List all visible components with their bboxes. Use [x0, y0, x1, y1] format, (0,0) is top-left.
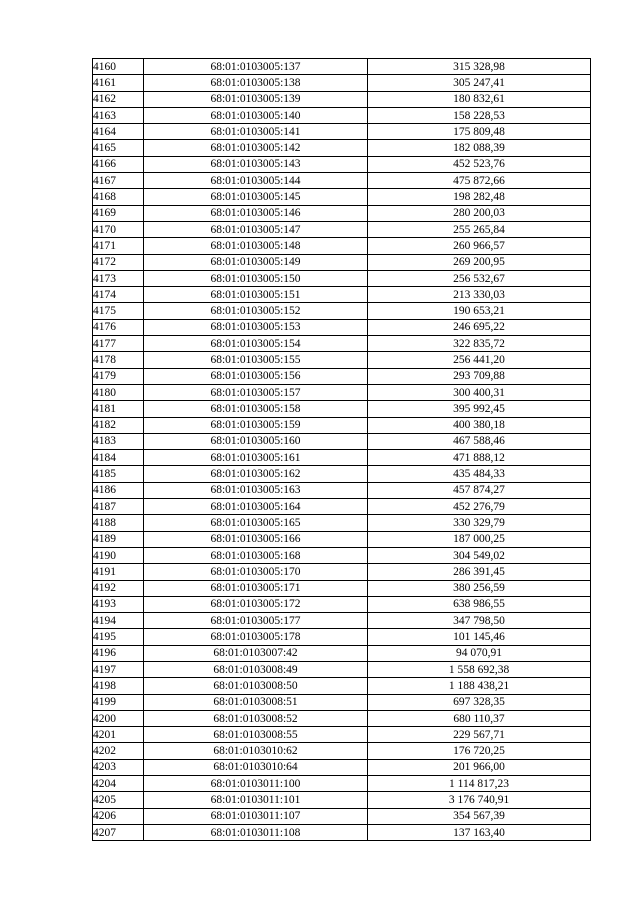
table-row	[93, 629, 591, 645]
row-number-cell: 4192	[93, 580, 144, 596]
cadastral-number-cell: 68:01:0103005:177	[144, 613, 368, 629]
cadastral-number-cell: 68:01:0103005:148	[144, 238, 368, 254]
cadastral-number-cell: 68:01:0103005:171	[144, 580, 368, 596]
table-row	[93, 482, 591, 498]
cadastral-number-cell: 68:01:0103008:50	[144, 678, 368, 694]
row-number-cell: 4206	[93, 808, 144, 824]
table-row	[93, 189, 591, 205]
row-number-cell: 4176	[93, 319, 144, 335]
cadastral-number-cell: 68:01:0103005:150	[144, 270, 368, 286]
table-row	[93, 270, 591, 286]
row-number-cell: 4193	[93, 596, 144, 612]
table-row	[93, 694, 591, 710]
row-number-cell: 4163	[93, 107, 144, 123]
cadastral-number-cell: 68:01:0103010:62	[144, 743, 368, 759]
cadastral-number-cell: 68:01:0103005:172	[144, 596, 368, 612]
row-number-cell: 4160	[93, 59, 144, 75]
cadastral-number-cell: 68:01:0103007:42	[144, 645, 368, 661]
cadastral-number-cell: 68:01:0103005:157	[144, 384, 368, 400]
row-number-cell: 4174	[93, 287, 144, 303]
row-number-cell: 4194	[93, 613, 144, 629]
row-number-cell: 4175	[93, 303, 144, 319]
cadastral-number-cell: 68:01:0103005:139	[144, 91, 368, 107]
cadastral-number-cell: 68:01:0103005:165	[144, 515, 368, 531]
row-number-cell: 4201	[93, 727, 144, 743]
table-row	[93, 596, 591, 612]
cadastral-value-cell: 201 966,00	[368, 759, 591, 775]
table-row	[93, 124, 591, 140]
table-row	[93, 401, 591, 417]
table-row	[93, 743, 591, 759]
cadastral-value-cell: 467 588,46	[368, 433, 591, 449]
cadastral-value-cell: 475 872,66	[368, 173, 591, 189]
cadastral-number-cell: 68:01:0103005:146	[144, 205, 368, 221]
table-row	[93, 515, 591, 531]
row-number-cell: 4202	[93, 743, 144, 759]
row-number-cell: 4169	[93, 205, 144, 221]
cadastral-value-cell: 638 986,55	[368, 596, 591, 612]
cadastral-number-cell: 68:01:0103008:51	[144, 694, 368, 710]
table-row	[93, 319, 591, 335]
row-number-cell: 4170	[93, 221, 144, 237]
cadastral-number-cell: 68:01:0103005:137	[144, 59, 368, 75]
cadastral-number-cell: 68:01:0103005:160	[144, 433, 368, 449]
table-row	[93, 645, 591, 661]
cadastral-value-cell: 315 328,98	[368, 59, 591, 75]
cadastral-value-cell: 680 110,37	[368, 710, 591, 726]
row-number-cell: 4164	[93, 124, 144, 140]
cadastral-number-cell: 68:01:0103005:158	[144, 401, 368, 417]
table-row	[93, 499, 591, 515]
cadastral-number-cell: 68:01:0103008:49	[144, 661, 368, 677]
cadastral-number-cell: 68:01:0103008:55	[144, 727, 368, 743]
cadastral-number-cell: 68:01:0103005:144	[144, 173, 368, 189]
table-row	[93, 140, 591, 156]
row-number-cell: 4200	[93, 710, 144, 726]
cadastral-value-cell: 354 567,39	[368, 808, 591, 824]
row-number-cell: 4189	[93, 531, 144, 547]
cadastral-value-cell: 330 329,79	[368, 515, 591, 531]
cadastral-value-cell: 300 400,31	[368, 384, 591, 400]
cadastral-number-cell: 68:01:0103005:170	[144, 564, 368, 580]
cadastral-value-cell: 322 835,72	[368, 336, 591, 352]
cadastral-value-cell: 246 695,22	[368, 319, 591, 335]
row-number-cell: 4179	[93, 368, 144, 384]
cadastral-value-cell: 304 549,02	[368, 547, 591, 563]
cadastral-number-cell: 68:01:0103005:154	[144, 336, 368, 352]
row-number-cell: 4173	[93, 270, 144, 286]
cadastral-value-cell: 175 809,48	[368, 124, 591, 140]
table-row	[93, 776, 591, 792]
cadastral-value-cell: 400 380,18	[368, 417, 591, 433]
cadastral-value-cell: 101 145,46	[368, 629, 591, 645]
row-number-cell: 4171	[93, 238, 144, 254]
cadastral-number-cell: 68:01:0103005:161	[144, 450, 368, 466]
cadastral-value-cell: 198 282,48	[368, 189, 591, 205]
row-number-cell: 4184	[93, 450, 144, 466]
table-row	[93, 661, 591, 677]
table-row	[93, 107, 591, 123]
cadastral-value-cell: 697 328,35	[368, 694, 591, 710]
table-row	[93, 238, 591, 254]
row-number-cell: 4186	[93, 482, 144, 498]
table-row	[93, 417, 591, 433]
row-number-cell: 4161	[93, 75, 144, 91]
cadastral-value-cell: 1 558 692,38	[368, 661, 591, 677]
row-number-cell: 4168	[93, 189, 144, 205]
table-row	[93, 580, 591, 596]
row-number-cell: 4198	[93, 678, 144, 694]
row-number-cell: 4166	[93, 156, 144, 172]
cadastral-number-cell: 68:01:0103005:155	[144, 352, 368, 368]
cadastral-value-cell: 260 966,57	[368, 238, 591, 254]
cadastral-value-cell: 256 532,67	[368, 270, 591, 286]
cadastral-number-cell: 68:01:0103005:149	[144, 254, 368, 270]
row-number-cell: 4181	[93, 401, 144, 417]
table-row	[93, 287, 591, 303]
table-row	[93, 792, 591, 808]
table-row	[93, 808, 591, 824]
cadastral-number-cell: 68:01:0103005:152	[144, 303, 368, 319]
cadastral-value-cell: 457 874,27	[368, 482, 591, 498]
cadastral-number-cell: 68:01:0103005:145	[144, 189, 368, 205]
cadastral-value-cell: 213 330,03	[368, 287, 591, 303]
table-row	[93, 531, 591, 547]
cadastral-value-cell: 471 888,12	[368, 450, 591, 466]
row-number-cell: 4203	[93, 759, 144, 775]
cadastral-number-cell: 68:01:0103010:64	[144, 759, 368, 775]
table-row	[93, 384, 591, 400]
cadastral-value-cell: 137 163,40	[368, 824, 591, 840]
table-row	[93, 450, 591, 466]
row-number-cell: 4187	[93, 499, 144, 515]
cadastral-value-cell: 229 567,71	[368, 727, 591, 743]
table-row	[93, 221, 591, 237]
table-row	[93, 727, 591, 743]
table-row	[93, 433, 591, 449]
table-row	[93, 710, 591, 726]
cadastral-value-cell: 255 265,84	[368, 221, 591, 237]
row-number-cell: 4182	[93, 417, 144, 433]
cadastral-value-cell: 286 391,45	[368, 564, 591, 580]
row-number-cell: 4205	[93, 792, 144, 808]
row-number-cell: 4167	[93, 173, 144, 189]
cadastral-number-cell: 68:01:0103005:141	[144, 124, 368, 140]
row-number-cell: 4196	[93, 645, 144, 661]
cadastral-value-cell: 395 992,45	[368, 401, 591, 417]
table-row	[93, 613, 591, 629]
cadastral-value-table	[92, 58, 591, 841]
cadastral-number-cell: 68:01:0103005:153	[144, 319, 368, 335]
cadastral-number-cell: 68:01:0103005:159	[144, 417, 368, 433]
cadastral-value-cell: 293 709,88	[368, 368, 591, 384]
table-row	[93, 824, 591, 840]
cadastral-value-cell: 1 114 817,23	[368, 776, 591, 792]
cadastral-value-cell: 280 200,03	[368, 205, 591, 221]
cadastral-value-cell: 182 088,39	[368, 140, 591, 156]
cadastral-number-cell: 68:01:0103005:142	[144, 140, 368, 156]
cadastral-value-cell: 176 720,25	[368, 743, 591, 759]
table-row	[93, 466, 591, 482]
row-number-cell: 4180	[93, 384, 144, 400]
cadastral-number-cell: 68:01:0103011:101	[144, 792, 368, 808]
cadastral-value-cell: 380 256,59	[368, 580, 591, 596]
row-number-cell: 4165	[93, 140, 144, 156]
cadastral-value-cell: 190 653,21	[368, 303, 591, 319]
table-row	[93, 205, 591, 221]
cadastral-number-cell: 68:01:0103005:156	[144, 368, 368, 384]
cadastral-value-cell: 94 070,91	[368, 645, 591, 661]
cadastral-number-cell: 68:01:0103005:147	[144, 221, 368, 237]
cadastral-number-cell: 68:01:0103005:138	[144, 75, 368, 91]
cadastral-value-cell: 187 000,25	[368, 531, 591, 547]
cadastral-number-cell: 68:01:0103005:164	[144, 499, 368, 515]
table-body	[93, 59, 591, 841]
cadastral-number-cell: 68:01:0103011:100	[144, 776, 368, 792]
cadastral-number-cell: 68:01:0103005:168	[144, 547, 368, 563]
row-number-cell: 4199	[93, 694, 144, 710]
cadastral-number-cell: 68:01:0103005:143	[144, 156, 368, 172]
row-number-cell: 4188	[93, 515, 144, 531]
cadastral-number-cell: 68:01:0103005:151	[144, 287, 368, 303]
cadastral-value-cell: 452 276,79	[368, 499, 591, 515]
cadastral-number-cell: 68:01:0103011:108	[144, 824, 368, 840]
cadastral-value-cell: 435 484,33	[368, 466, 591, 482]
cadastral-number-cell: 68:01:0103008:52	[144, 710, 368, 726]
table-row	[93, 336, 591, 352]
table-row	[93, 303, 591, 319]
row-number-cell: 4195	[93, 629, 144, 645]
table-row	[93, 352, 591, 368]
table-row	[93, 564, 591, 580]
row-number-cell: 4185	[93, 466, 144, 482]
table-row	[93, 173, 591, 189]
cadastral-value-cell: 347 798,50	[368, 613, 591, 629]
cadastral-value-cell: 452 523,76	[368, 156, 591, 172]
row-number-cell: 4204	[93, 776, 144, 792]
row-number-cell: 4172	[93, 254, 144, 270]
table-row	[93, 91, 591, 107]
table-row	[93, 678, 591, 694]
cadastral-number-cell: 68:01:0103011:107	[144, 808, 368, 824]
cadastral-value-cell: 305 247,41	[368, 75, 591, 91]
row-number-cell: 4190	[93, 547, 144, 563]
table-row	[93, 254, 591, 270]
row-number-cell: 4183	[93, 433, 144, 449]
cadastral-number-cell: 68:01:0103005:162	[144, 466, 368, 482]
row-number-cell: 4197	[93, 661, 144, 677]
row-number-cell: 4177	[93, 336, 144, 352]
row-number-cell: 4178	[93, 352, 144, 368]
row-number-cell: 4162	[93, 91, 144, 107]
cadastral-number-cell: 68:01:0103005:178	[144, 629, 368, 645]
cadastral-value-cell: 269 200,95	[368, 254, 591, 270]
cadastral-number-cell: 68:01:0103005:163	[144, 482, 368, 498]
table-row	[93, 75, 591, 91]
cadastral-value-cell: 1 188 438,21	[368, 678, 591, 694]
table-row	[93, 368, 591, 384]
cadastral-value-cell: 180 832,61	[368, 91, 591, 107]
cadastral-value-cell: 158 228,53	[368, 107, 591, 123]
table-row	[93, 547, 591, 563]
row-number-cell: 4191	[93, 564, 144, 580]
cadastral-value-cell: 256 441,20	[368, 352, 591, 368]
cadastral-value-cell: 3 176 740,91	[368, 792, 591, 808]
cadastral-number-cell: 68:01:0103005:140	[144, 107, 368, 123]
table-row	[93, 759, 591, 775]
cadastral-number-cell: 68:01:0103005:166	[144, 531, 368, 547]
table-row	[93, 59, 591, 75]
row-number-cell: 4207	[93, 824, 144, 840]
table-row	[93, 156, 591, 172]
